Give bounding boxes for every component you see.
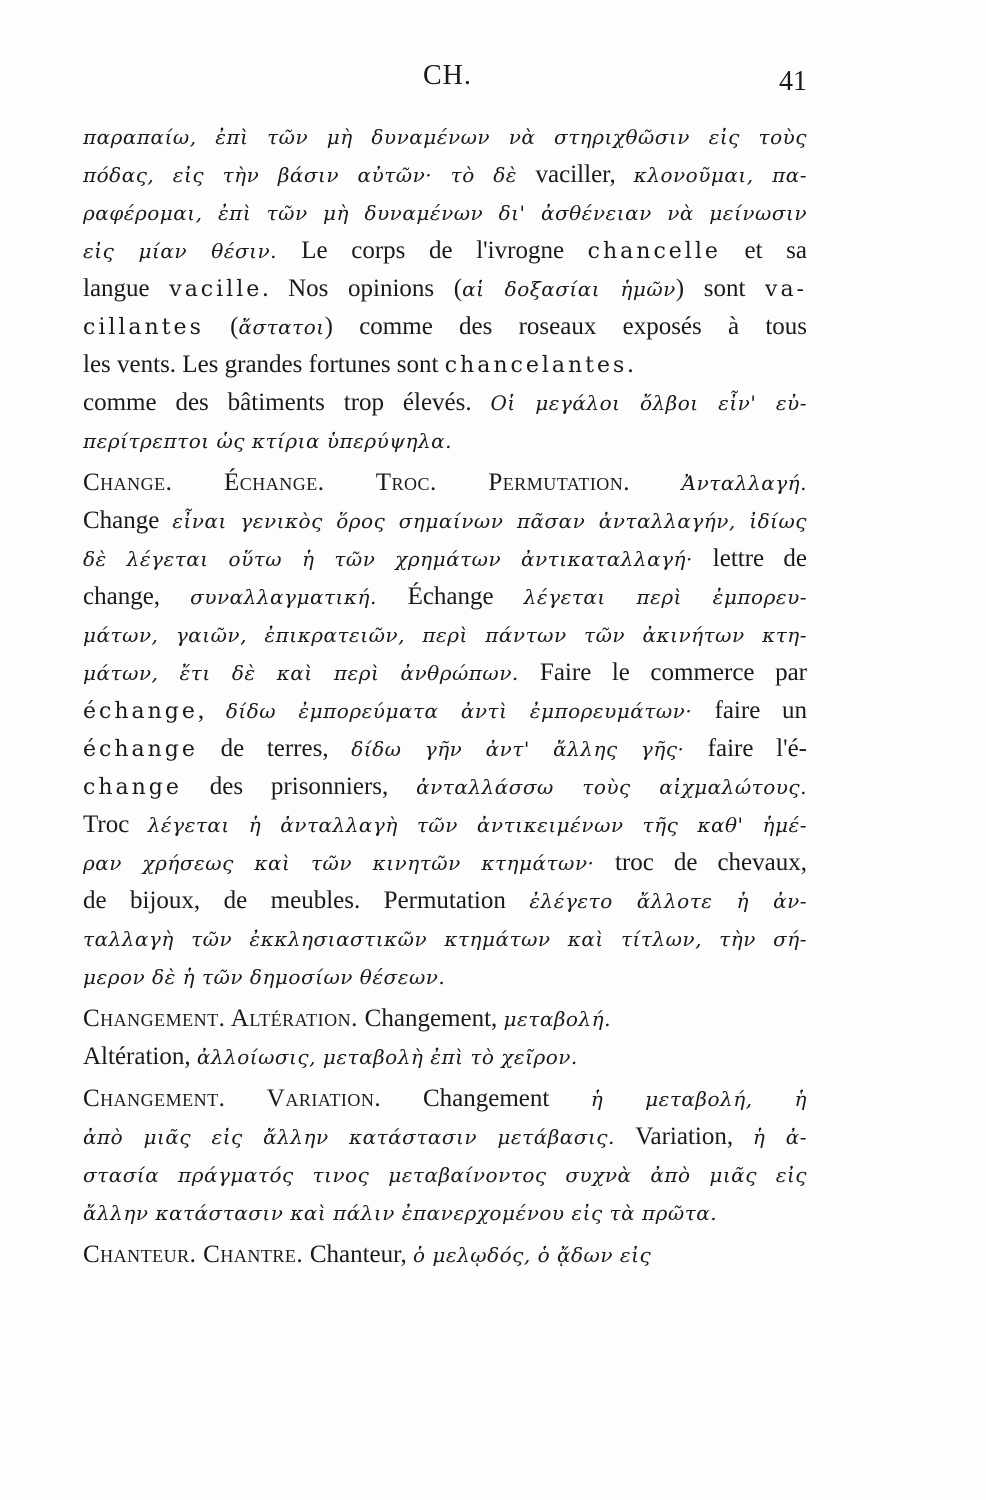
text-segment: λέγεται περὶ ἐμπορευ- xyxy=(523,585,807,609)
text-segment: et sa xyxy=(720,237,807,264)
text-segment: στασία πράγματός τινος μεταβαίνοντος συχνὰ ἀπὸ μιᾶς εἰς xyxy=(83,1163,807,1187)
text-segment: κλονοῦμαι, πα- xyxy=(633,163,807,187)
text-segment: ἄλλην κατάστασιν καὶ πάλιν ἐπανερχομένου εἰς τὰ πρῶτα. xyxy=(83,1201,718,1225)
page-number: 41 xyxy=(779,66,807,97)
text-line xyxy=(83,194,807,232)
text-line xyxy=(83,958,807,996)
text-segment: , xyxy=(197,697,226,724)
text-line xyxy=(83,844,807,882)
text-line xyxy=(83,464,807,502)
text-segment: vaciller, xyxy=(535,161,634,188)
body-text xyxy=(83,118,807,1274)
text-segment: Échange xyxy=(407,583,524,610)
text-segment: faire l'é- xyxy=(707,735,807,762)
text-line xyxy=(83,422,807,460)
text-segment: comme des bâtiments trop élevés. xyxy=(83,389,491,416)
text-segment: δίδω ἐμπορεύματα ἀντὶ ἐμπορευμάτων· xyxy=(225,699,715,723)
text-segment: ραφέρομαι, ἐπὶ τῶν μὴ δυναμένων δι' ἀσθένειαν νὰ μείνωσιν xyxy=(83,201,807,225)
text-segment: ἀλλοίωσις, μεταβολὴ ἐπὶ τὸ χεῖρον. xyxy=(196,1045,578,1069)
text-segment: Faire le commerce par xyxy=(539,659,807,686)
text-segment: ἀπὸ μιᾶς εἰς ἄλλην κατάστασιν μετάβασις. xyxy=(83,1125,636,1149)
text-segment: cillantes xyxy=(83,315,204,340)
text-segment: Οἱ μεγάλοι ὄλβοι εἶν' εὐ- xyxy=(490,391,807,415)
text-line xyxy=(83,1156,807,1194)
text-line xyxy=(83,692,807,730)
text-segment: ραν χρήσεως καὶ τῶν κινητῶν κτημάτων· xyxy=(83,851,615,875)
text-line xyxy=(83,654,807,692)
text-segment: ) sont xyxy=(675,275,766,302)
text-line xyxy=(83,502,807,540)
text-segment: Troc xyxy=(83,811,148,838)
text-line xyxy=(83,1194,807,1232)
text-line xyxy=(83,232,807,270)
text-segment: ἐλέγετο ἄλλοτε ἡ ἀν- xyxy=(529,889,807,913)
text-segment: αἱ δοξασίαι ἡμῶν xyxy=(462,277,676,301)
text-line xyxy=(83,1038,807,1076)
text-segment: troc de chevaux, xyxy=(615,849,807,876)
text-segment: Changement. Variation. xyxy=(83,1085,423,1112)
text-segment: πόδας, εἰς τὴν βάσιν αὐτῶν· τὸ δὲ xyxy=(83,163,536,187)
text-segment: Ἀνταλλαγή. xyxy=(681,471,807,495)
text-segment: vacille xyxy=(169,277,263,302)
text-segment: Changement, xyxy=(364,1005,504,1032)
text-line xyxy=(83,730,807,768)
text-segment: Change xyxy=(83,507,173,534)
text-segment: μάτων, ἔτι δὲ καὶ περὶ ἀνθρώπων. xyxy=(83,661,540,685)
text-segment: . Nos opinions ( xyxy=(262,275,463,302)
text-segment: échange xyxy=(83,699,198,724)
text-line xyxy=(83,882,807,920)
text-segment: ταλλαγὴ τῶν ἐκκλησιαστικῶν κτημάτων καὶ τίτλων, τὴν σή- xyxy=(83,927,807,951)
text-segment: μεταβολή. xyxy=(503,1007,611,1031)
text-line xyxy=(83,346,807,384)
text-segment: chancelle xyxy=(587,239,721,264)
text-segment: . xyxy=(627,351,634,378)
text-segment: langue xyxy=(83,275,170,302)
text-segment: Chanteur, xyxy=(309,1241,413,1268)
running-head-title: CH. xyxy=(423,60,472,91)
text-line xyxy=(83,1236,807,1274)
text-segment: échange xyxy=(83,737,198,762)
text-segment: faire un xyxy=(714,697,807,724)
text-segment: Chanteur. Chantre. xyxy=(83,1241,310,1268)
text-segment: les vents. Les grandes fortunes sont xyxy=(83,351,445,378)
text-segment: Le corps de l'ivrogne xyxy=(301,237,588,264)
text-segment: ( xyxy=(203,313,239,340)
text-segment: change xyxy=(83,775,182,800)
running-head xyxy=(83,60,807,100)
text-segment: ἡ μεταβολή, ἡ xyxy=(590,1087,807,1111)
text-segment: μάτων, γαιῶν, ἐπικρατειῶν, περὶ πάντων τῶν ἀκινήτων κτη- xyxy=(83,623,807,647)
text-segment: ἀνταλλάσσω τοὺς αἰχμαλώτους. xyxy=(416,775,807,799)
text-segment: de terres, xyxy=(197,735,352,762)
text-line xyxy=(83,920,807,958)
text-line xyxy=(83,270,807,308)
text-segment: ) comme des roseaux exposés à tous xyxy=(324,313,807,340)
text-line xyxy=(83,768,807,806)
text-segment: lettre de xyxy=(712,545,807,572)
text-segment: λέγεται ἡ ἀνταλλαγὴ τῶν ἀντικειμένων τῆς καθ' ἡμέ- xyxy=(147,813,807,837)
text-segment: δίδω γῆν ἀντ' ἄλλης γῆς· xyxy=(351,737,708,761)
text-line xyxy=(83,578,807,616)
text-segment: εἶναι γενικὸς ὅρος σημαίνων πᾶσαν ἀνταλλαγήν, ἰδίως xyxy=(172,509,807,533)
text-line xyxy=(83,806,807,844)
text-segment: συναλλαγματική. xyxy=(190,585,408,609)
text-segment: Changement. Altération. xyxy=(83,1005,365,1032)
text-line xyxy=(83,540,807,578)
text-segment: de bijoux, de meubles. Permutation xyxy=(83,887,530,914)
text-line xyxy=(83,1080,807,1118)
text-segment: Changement xyxy=(422,1085,591,1112)
text-segment: chancelantes xyxy=(444,353,628,378)
text-segment: Variation, xyxy=(635,1123,753,1150)
text-segment: δὲ λέγεται οὕτω ἡ τῶν χρημάτων ἀντικαταλλαγή· xyxy=(83,547,713,571)
text-segment: περίτρεπτοι ὡς κτίρια ὑπερύψηλα. xyxy=(83,429,452,453)
text-line xyxy=(83,1118,807,1156)
text-line xyxy=(83,1000,807,1038)
text-segment: change, xyxy=(83,583,191,610)
text-line xyxy=(83,616,807,654)
text-segment: ἡ ἀ- xyxy=(752,1125,807,1149)
text-segment: Change. Échange. Troc. Permutation. xyxy=(83,469,682,496)
text-line xyxy=(83,308,807,346)
text-segment: ἄστατοι xyxy=(238,315,325,339)
text-segment: des prisonniers, xyxy=(181,773,417,800)
text-segment: παραπαίω, ἐπὶ τῶν μὴ δυναμένων νὰ στηριχθῶσιν εἰς τοὺς xyxy=(83,125,807,149)
text-line xyxy=(83,384,807,422)
text-segment: μερον δὲ ἡ τῶν δημοσίων θέσεων. xyxy=(83,965,446,989)
text-segment: ὁ μελῳδός, ὁ ᾄδων εἰς xyxy=(412,1243,652,1267)
text-segment: εἰς μίαν θέσιν. xyxy=(83,239,302,263)
text-line xyxy=(83,118,807,156)
text-segment: Altération, xyxy=(83,1043,197,1070)
text-segment: va- xyxy=(765,277,807,302)
text-line xyxy=(83,156,807,194)
